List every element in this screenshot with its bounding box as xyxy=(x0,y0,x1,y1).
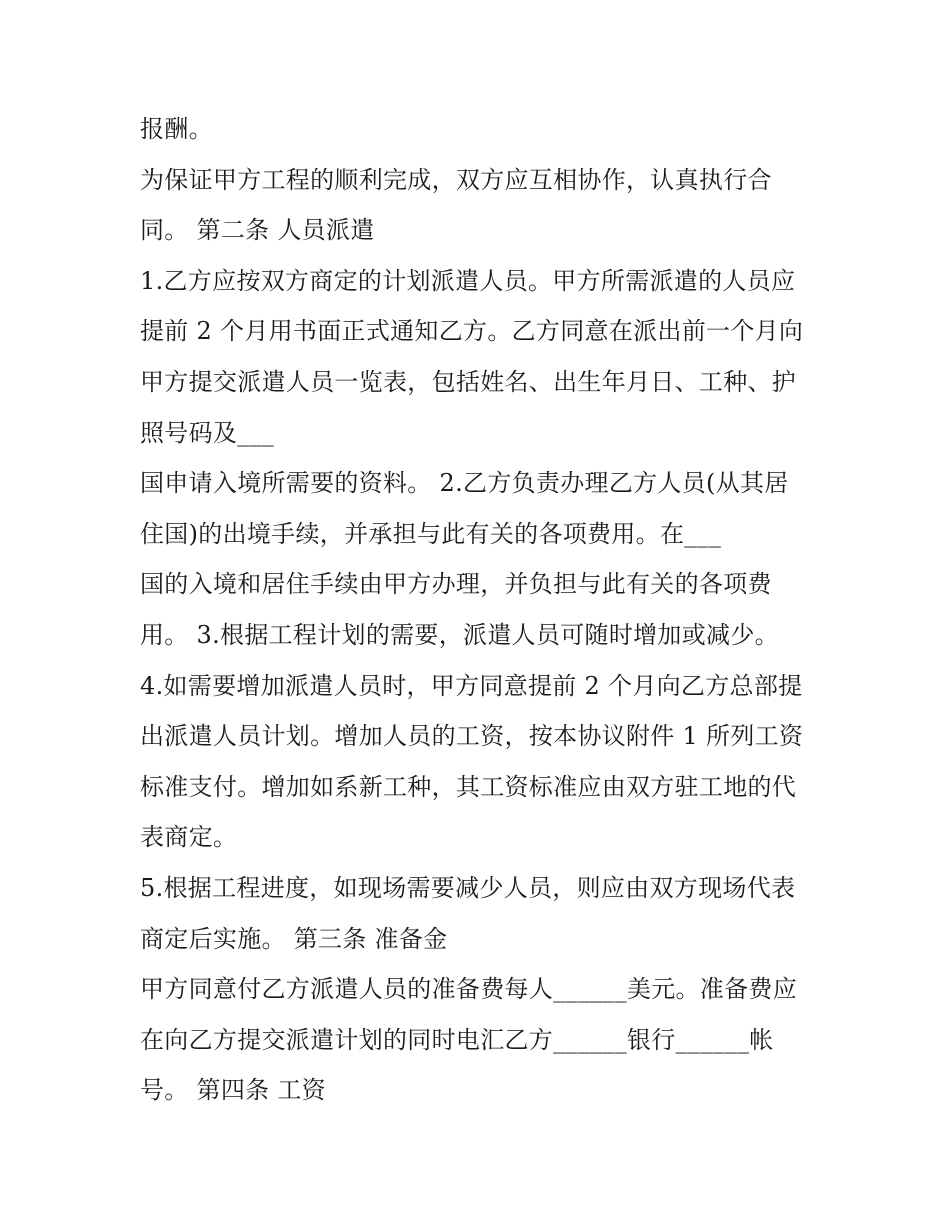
text-line-8: 国申请入境所需要的资料。 2.乙方负责办理乙方人员(从其居 xyxy=(140,469,789,498)
text-line-19: 在向乙方提交派遣计划的同时电汇乙方______银行______帐 xyxy=(140,1025,774,1054)
text-line-7: 照号码及___ xyxy=(140,418,275,447)
text-line-3: 同。 第二条 人员派遣 xyxy=(140,216,375,245)
text-line-1: 报酬。 xyxy=(140,115,213,143)
text-line-17: 商定后实施。 第三条 准备金 xyxy=(140,924,448,953)
text-line-14: 标准支付。增加如系新工种，其工资标准应由双方驻工地的代 xyxy=(140,772,797,801)
text-line-20: 号。 第四条 工资 xyxy=(140,1076,326,1105)
document-body xyxy=(140,104,830,1116)
text-line-6: 甲方提交派遣人员一览表，包括姓名、出生年月日、工种、护 xyxy=(140,367,797,396)
text-line-4: 1.乙方应按双方商定的计划派遣人员。甲方所需派遣的人员应 xyxy=(140,266,796,295)
text-line-15: 表商定。 xyxy=(140,823,238,852)
text-line-12: 4.如需要增加派遣人员时，甲方同意提前 2 个月向乙方总部提 xyxy=(140,671,803,700)
text-line-16: 5.根据工程进度，如现场需要减少人员，则应由双方现场代表 xyxy=(140,873,796,902)
text-line-9: 住国)的出境手续，并承担与此有关的各项费用。在___ xyxy=(140,519,722,548)
text-line-10: 国的入境和居住手续由甲方办理，并负担与此有关的各项费 xyxy=(140,570,772,599)
text-line-2: 为保证甲方工程的顺利完成，双方应互相协作，认真执行合 xyxy=(140,165,772,194)
text-line-11: 用。 3.根据工程计划的需要，派遣人员可随时增加或减少。 xyxy=(140,620,779,649)
text-line-18: 甲方同意付乙方派遣人员的准备费每人______美元。准备费应 xyxy=(140,975,797,1004)
text-line-5: 提前 2 个月用书面正式通知乙方。乙方同意在派出前一个月向 xyxy=(140,317,804,346)
text-line-13: 出派遣人员计划。增加人员的工资，按本协议附件 1 所列工资 xyxy=(140,722,804,751)
